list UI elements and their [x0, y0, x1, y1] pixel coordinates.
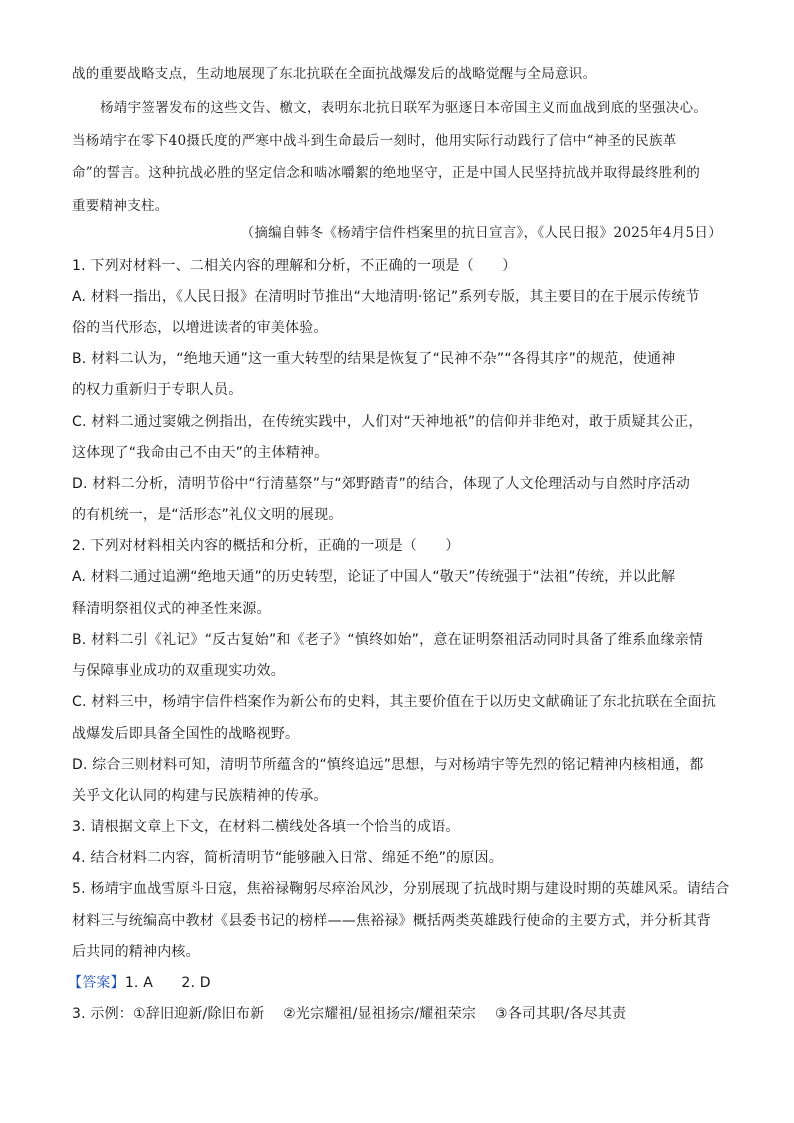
- answer-q3: 3. 示例：①辞旧迎新/除旧布新 ②光宗耀祖/显祖扬宗/耀祖荣宗 ③各司其职/各尽其责: [72, 1006, 627, 1022]
- question-3: 3. 请根据文章上下文，在材料二横线处各填一个恰当的成语。: [72, 819, 460, 835]
- answer-line: [68, 973, 211, 993]
- q1-option-c: C. 材料二通过窦娥之例指出，在传统实践中，人们对“天神地祇”的信仰并非绝对，敢于质疑其公正，: [72, 414, 703, 430]
- question-4: 4. 结合材料二内容，简析清明节“能够融入日常、绵延不绝”的原因。: [72, 850, 503, 866]
- question-5-cont: 后共同的精神内核。: [72, 944, 200, 960]
- q2-option-a: A. 材料二通过追溯“绝地天通”的历史转型，论证了中国人“敬天”传统强于“法祖”传统，并以此解: [72, 569, 676, 585]
- q1-option-d-cont: 的有机统一，是“活形态”礼仪文明的展现。: [72, 507, 343, 523]
- q1-option-b-cont: 的权力重新归于专职人员。: [72, 382, 243, 398]
- q2-option-d-cont: 关乎文化认同的构建与民族精神的传承。: [72, 788, 328, 804]
- q2-option-c: C. 材料三中，杨靖宇信件档案作为新公布的史料，其主要价值在于以历史文献确证了东北抗联在全面抗: [72, 694, 717, 710]
- document-page: [68, 0, 730, 1123]
- source-citation: （摘编自韩冬《杨靖宇信件档案里的抗日宣言》，《人民日报》2025年4月5日）: [240, 225, 722, 241]
- material3-line: 杨靖宇签署发布的这些文告、檄文，表明东北抗日联军为驱逐日本帝国主义而血战到底的坚强决心。: [100, 100, 708, 116]
- q1-option-d: D. 材料二分析，清明节俗中“行清墓祭”与“郊野踏青”的结合，体现了人文伦理活动与自然时序活动: [72, 476, 691, 492]
- question-5-cont: 材料三与统编高中教材《县委书记的榜样——焦裕禄》概括两类英雄践行使命的主要方式，并分析其背: [72, 913, 711, 929]
- q2-option-b-cont: 与保障事业成功的双重现实功效。: [72, 663, 285, 679]
- material3-line: 重要精神支柱。: [72, 198, 169, 214]
- material3-line: 战的重要战略支点，生动地展现了东北抗联在全面抗战爆发后的战略觉醒与全局意识。: [72, 66, 597, 82]
- question-1-stem: 1. 下列对材料一、二相关内容的理解和分析，不正确的一项是（ ）: [72, 258, 517, 274]
- q2-option-c-cont: 战爆发后即具备全国性的战略视野。: [72, 726, 300, 742]
- q1-option-b: B. 材料二认为，“绝地天通”这一重大转型的结果是恢复了“民神不杂”“各得其序”的规范，使通神: [72, 351, 676, 367]
- q2-option-d: D. 综合三则材料可知，清明节所蕴含的“慎终追远”思想，与对杨靖宇等先烈的铭记精神内核相通，都: [72, 757, 704, 773]
- q1-option-c-cont: 这体现了“我命由己不由天”的主体精神。: [72, 445, 329, 461]
- material3-line: 命”的誓言。这种抗战必胜的坚定信念和啮冰嚼絮的绝地坚守，正是中国人民坚持抗战并取得最终胜利的: [72, 165, 701, 181]
- question-5: 5. 杨靖宇血战雪原斗日寇，焦裕禄鞠躬尽瘁治风沙，分别展现了抗战时期与建设时期的英雄风采。请结合: [72, 881, 730, 897]
- q1-option-a: A. 材料一指出，《人民日报》在清明时节推出“大地清明·铭记”系列专版，其主要目的在于展示传统节: [72, 289, 700, 305]
- q1-option-a-cont: 俗的当代形态，以增进读者的审美体验。: [72, 320, 328, 336]
- material3-line: 当杨靖宇在零下40摄氏度的严寒中战斗到生命最后一刻时，他用实际行动践行了信中“神圣的民族革: [72, 133, 677, 149]
- answer-tag: 【答案】: [68, 975, 125, 991]
- q2-option-a-cont: 释清明祭祖仪式的神圣性来源。: [72, 601, 271, 617]
- q2-option-b: B. 材料二引《礼记》“反古复始”和《老子》“慎终如始”，意在证明祭祖活动同时具备了维系血缘亲情: [72, 632, 704, 648]
- answer-q1-q2: 1. A 2. D: [124, 975, 211, 991]
- question-2-stem: 2. 下列对材料相关内容的概括和分析，正确的一项是（ ）: [72, 538, 460, 554]
